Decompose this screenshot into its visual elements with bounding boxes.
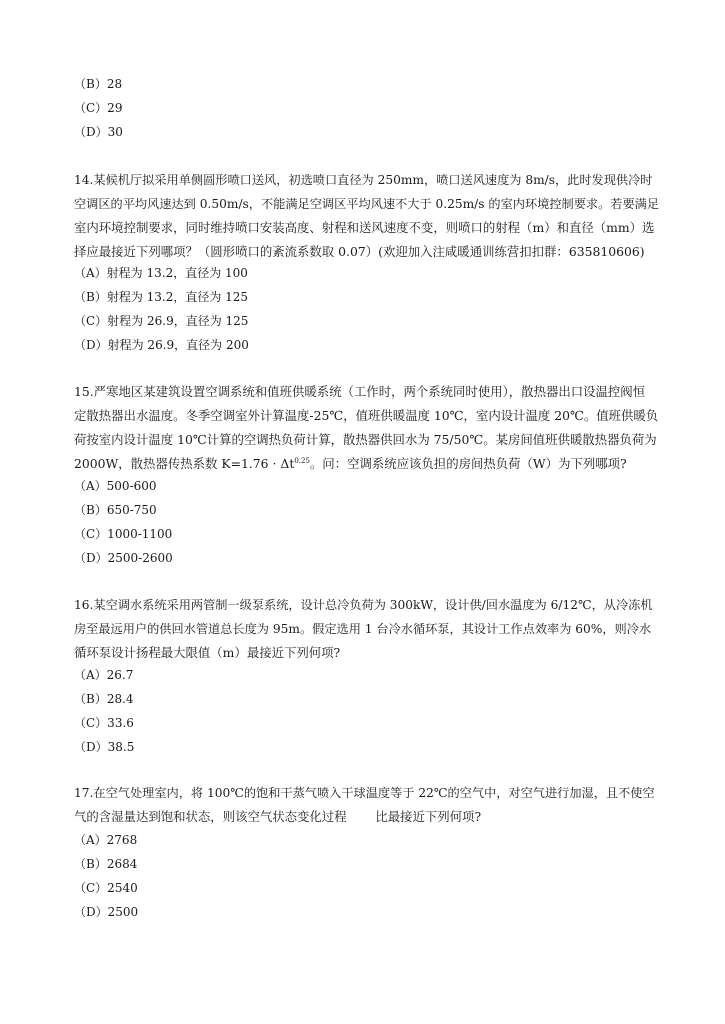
question-15-text	[74, 380, 660, 476]
option-17-b: （B）2684	[74, 857, 138, 871]
question-14-line-1: 14.某候机厅拟采用单侧圆形喷口送风，初选喷口直径为 250mm，喷口送风速度为 8m/s，此时发现供冷时	[74, 173, 653, 187]
question-17-text	[74, 781, 660, 829]
option-14-d: （D）射程为 26.9，直径为 200	[74, 338, 249, 352]
question-16-line-1: 16.某空调水系统采用两管制一级泵系统，设计总冷负荷为 300kW，设计供/回水温度为 6/12℃，从冷冻机	[74, 598, 653, 612]
question-15-line-3: 荷按室内设计温度 10℃计算的空调热负荷计算，散热器供回水为 75/50℃。某房间值班供暖散热器负荷为	[74, 432, 657, 447]
question-16-line-3: 循环泵设计扬程最大限值（m）最接近下列何项?	[74, 645, 341, 660]
exponent: 0.25	[294, 457, 310, 465]
option-15-b: （B）650-750	[74, 503, 157, 517]
question-15-line-4-pre: 2000W，散热器传热系数 K=1.76 · Δt	[74, 456, 295, 471]
option-17-a: （A）2768	[74, 833, 138, 847]
question-14-line-4: 择应最接近下列哪项？（圆形喷口的紊流系数取 0.07）(欢迎加入注咸暖通训练营扣扣群：635810606)	[74, 244, 645, 259]
option-14-c: （C）射程为 26.9，直径为 125	[74, 314, 249, 328]
option-15-d: （D）2500-2600	[74, 551, 173, 565]
question-14-line-3: 室内环境控制要求，同时维持喷口安装高度、射程和送风速度不变，则喷口的射程（m）和直径（mm）选	[74, 220, 655, 235]
question-16-text	[74, 593, 660, 665]
question-16-line-2: 房至最远用户的供回水管道总长度为 95m。假定选用 1 台冷水循环泵，其设计工作点效率为 60%，则冷水	[74, 622, 652, 636]
option-16-a: （A）26.7	[74, 668, 134, 682]
question-14-text	[74, 168, 660, 264]
option-prev-b: （B）28	[74, 77, 123, 91]
option-16-d: （D）38.5	[74, 740, 135, 754]
option-15-c: （C）1000-1100	[74, 527, 173, 541]
option-16-b: （B）28.4	[74, 692, 134, 706]
option-16-c: （C）33.6	[74, 716, 134, 730]
option-17-c: （C）2540	[74, 881, 138, 895]
option-prev-d: （D）30	[74, 125, 123, 139]
question-17-line-2: 气的含湿量达到饱和状态，则该空气状态变化过程 比最接近下列何项?	[74, 809, 482, 824]
question-14-line-2: 空调区的平均风速达到 0.50m/s，不能满足空调区平均风速不大于 0.25m/s 的室内环境控制要求。若要满足	[74, 197, 660, 211]
question-17-line-1: 17.在空气处理室内，将 100℃的饱和干蒸气喷入干球温度等于 22℃的空气中，对空气进行加湿，且不使空	[74, 786, 655, 800]
question-15-line-1: 15.严寒地区某建筑设置空调系统和值班供暖系统（工作时，两个系统同时使用），散热器出口设温控阀恒	[74, 384, 646, 399]
question-15-line-4	[74, 452, 660, 476]
option-14-b: （B）射程为 13.2，直径为 125	[74, 290, 249, 304]
option-prev-c: （C）29	[74, 101, 123, 115]
option-15-a: （A）500-600	[74, 479, 157, 493]
option-17-d: （D）2500	[74, 905, 139, 919]
question-15-line-2: 定散热器出水温度。冬季空调室外计算温度-25℃，值班供暖温度 10℃，室内设计温度 20℃。值班供暖负	[74, 408, 659, 423]
question-15-line-4-post: 。问：空调系统应该负担的房间热负荷（W）为下列哪项?	[309, 456, 627, 471]
option-14-a: （A）射程为 13.2，直径为 100	[74, 266, 248, 280]
